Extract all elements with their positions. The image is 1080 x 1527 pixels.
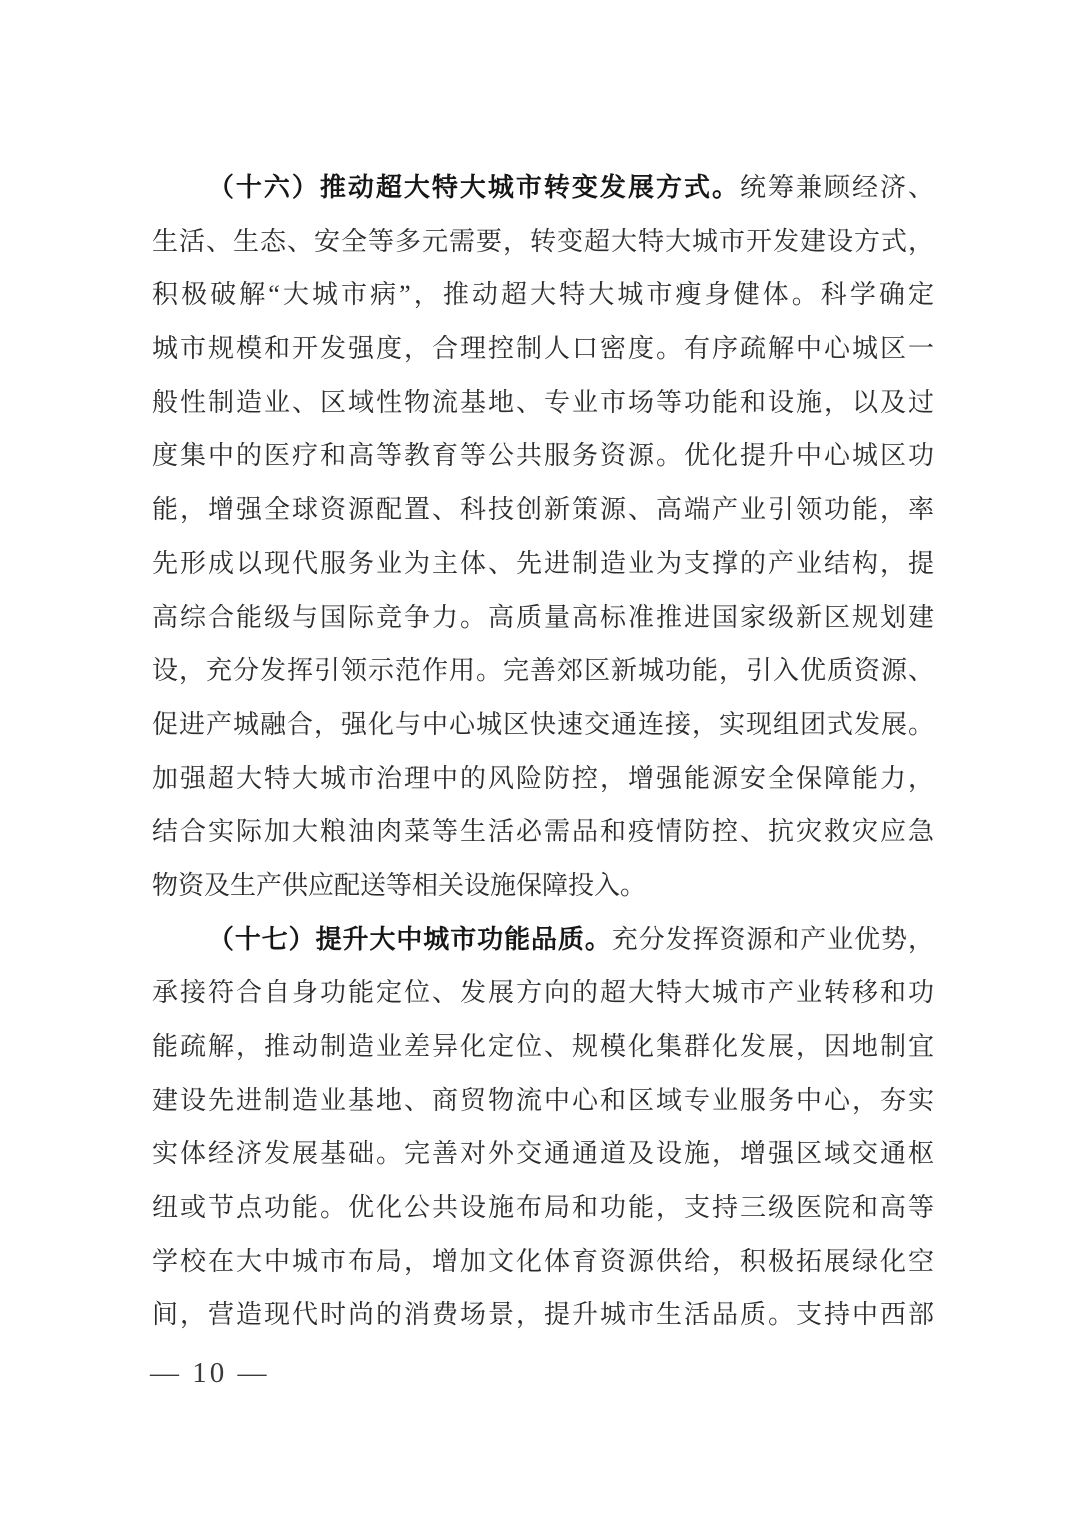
text-line: 积极破解“大城市病”，推动超大特大城市瘦身健体。科学确定 [152, 280, 934, 310]
paragraph-16 [152, 161, 934, 913]
page-content [152, 161, 934, 1342]
page-footer [150, 1349, 270, 1397]
text-line: 纽或节点功能。优化公共设施布局和功能，支持三级医院和高等 [152, 1193, 934, 1223]
text-line: 般性制造业、区域性物流基地、专业市场等功能和设施，以及过 [152, 387, 934, 417]
text-line: 结合实际加大粮油肉菜等生活必需品和疫情防控、抗灾救灾应急 [152, 817, 934, 847]
text-line: 加强超大特大城市治理中的风险防控，增强能源安全保障能力， [152, 763, 934, 793]
text-line [152, 913, 934, 967]
section-16-first-line-text: 统筹兼顾经济、 [739, 173, 934, 202]
text-line: 度集中的医疗和高等教育等公共服务资源。优化提升中心城区功 [152, 441, 934, 471]
text-line: 高综合能级与国际竞争力。高质量高标准推进国家级新区规划建 [152, 602, 934, 632]
text-line: 承接符合自身功能定位、发展方向的超大特大城市产业转移和功 [152, 978, 934, 1008]
text-line: 生活、生态、安全等多元需要，转变超大特大城市开发建设方式， [152, 226, 934, 256]
text-line: 学校在大中城市布局，增加文化体育资源供给，积极拓展绿化空 [152, 1246, 934, 1276]
text-line: 间，营造现代时尚的消费场景，提升城市生活品质。支持中西部 [152, 1300, 934, 1330]
text-line [152, 161, 934, 215]
section-17-first-line-text: 充分发挥资源和产业优势， [611, 924, 934, 954]
paragraph-17 [152, 913, 934, 1343]
text-line: 物资及生产供应配送等相关设施保障投入。 [152, 870, 647, 900]
section-17-heading: （十七）提升大中城市功能品质。 [207, 924, 612, 954]
text-line: 建设先进制造业基地、商贸物流中心和区域专业服务中心，夯实 [152, 1085, 934, 1115]
text-line: 城市规模和开发强度，合理控制人口密度。有序疏解中心城区一 [152, 334, 934, 364]
text-line: 实体经济发展基础。完善对外交通通道及设施，增强区域交通枢 [152, 1139, 934, 1169]
section-16-heading: （十六）推动超大特大城市转变发展方式。 [207, 173, 740, 202]
text-line: 设，充分发挥引领示范作用。完善郊区新城功能，引入优质资源、 [152, 656, 934, 686]
page-number: — 10 — [150, 1357, 270, 1389]
text-line: 能疏解，推动制造业差异化定位、规模化集群化发展，因地制宜 [152, 1032, 934, 1061]
text-line: 能，增强全球资源配置、科技创新策源、高端产业引领功能，率 [152, 495, 934, 525]
text-line: 先形成以现代服务业为主体、先进制造业为支撑的产业结构，提 [152, 548, 934, 578]
text-line: 促进产城融合，强化与中心城区快速交通连接，实现组团式发展。 [152, 709, 934, 739]
